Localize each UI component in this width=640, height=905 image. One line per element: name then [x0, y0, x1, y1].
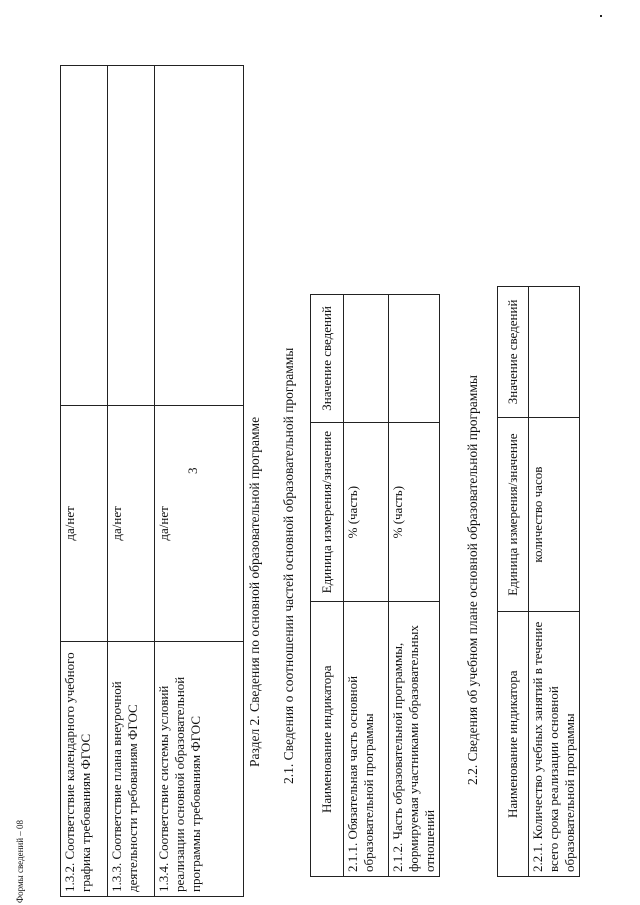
value-cell	[108, 66, 155, 406]
indicator-cell: 1.3.4. Соответствие системы условий реализации основной образовательной программы требованиям ФГОС	[155, 642, 244, 897]
value-cell	[344, 295, 389, 423]
unit-cell: % (часть)	[389, 422, 440, 602]
indicator-cell: 2.2.1. Количество учебных занятий в течение всего срока реализации основной образовательной программы	[529, 612, 580, 877]
table-row	[108, 66, 155, 897]
value-cell	[155, 66, 244, 406]
column-header-unit: Единица измерения/значение	[498, 417, 529, 612]
unit-cell: да/нет	[61, 405, 108, 642]
fgos-compliance-table	[60, 65, 244, 897]
table-row	[344, 295, 389, 877]
indicator-cell: 2.1.1. Обязательная часть основной образовательной программы	[344, 602, 389, 877]
column-header-name: Наименование индикатора	[498, 612, 529, 877]
table-row	[529, 287, 580, 877]
unit-cell: да/нет	[155, 405, 244, 642]
section-2-1-heading: 2.1. Сведения о соотношении частей основной образовательной программы	[281, 347, 296, 784]
value-cell	[529, 287, 580, 418]
table-header-row	[498, 287, 529, 877]
indicator-cell: 1.3.3. Соответствие плана внеурочной деятельности требованиям ФГОС	[108, 642, 155, 897]
unit-cell: да/нет	[108, 405, 155, 642]
value-cell	[389, 295, 440, 423]
scan-speck	[600, 15, 602, 17]
table-row	[155, 66, 244, 897]
column-header-name: Наименование индикатора	[311, 602, 344, 877]
indicator-cell: 1.3.2. Соответствие календарного учебного графика требованиям ФГОС	[61, 642, 108, 897]
section-2-2-heading: 2.2. Сведения об учебном плане основной образовательной программы	[465, 375, 480, 785]
table-row	[61, 66, 108, 897]
column-header-value: Значение сведений	[498, 287, 529, 418]
column-header-value: Значение сведений	[311, 295, 344, 423]
table-header-row	[311, 295, 344, 877]
section-2-heading: Раздел 2. Сведения по основной образовательной программе	[247, 416, 262, 767]
footer-form-code: Формы сведений – 08	[15, 819, 25, 903]
unit-cell: количество часов	[529, 417, 580, 612]
column-header-unit: Единица измерения/значение	[311, 422, 344, 602]
program-parts-table	[310, 294, 440, 877]
indicator-cell: 2.1.2. Часть образовательной программы, формируемая участниками образовательных отношений	[389, 602, 440, 877]
unit-cell: % (часть)	[344, 422, 389, 602]
value-cell	[61, 66, 108, 406]
curriculum-table	[497, 286, 580, 877]
table-row	[389, 295, 440, 877]
page-number: 3	[185, 467, 200, 474]
